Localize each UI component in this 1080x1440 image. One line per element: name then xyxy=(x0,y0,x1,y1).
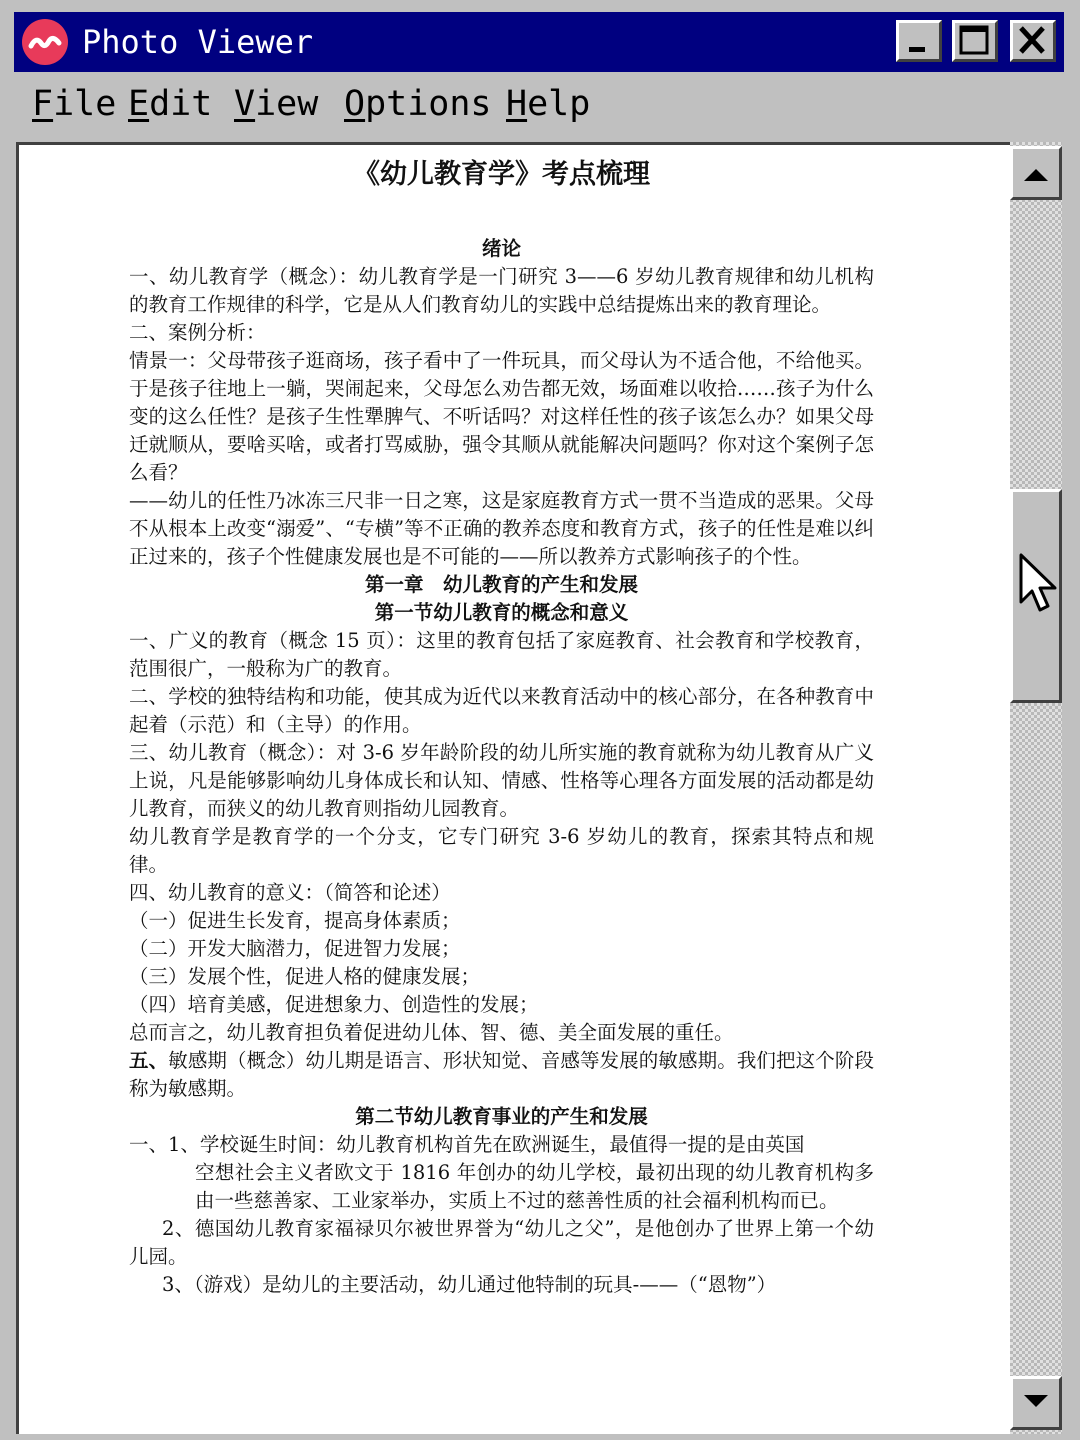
photo-viewer-app-icon xyxy=(22,19,68,65)
section-heading: 第一节幼儿教育的概念和意义 xyxy=(374,601,629,624)
menu-bar xyxy=(14,76,1064,134)
list-item: （三）发展个性，促进人格的健康发展； xyxy=(129,965,481,988)
maximize-icon xyxy=(955,23,995,59)
document-image xyxy=(129,155,874,1299)
paragraph: 二、学校的独特结构和功能，使其成为近代以来教育活动中的核心部分，在各种教育中起着（示范）和（主导）的作用。 xyxy=(129,685,874,736)
minimize-button[interactable] xyxy=(896,20,942,62)
menu-edit[interactable]: Edit xyxy=(128,84,213,124)
paragraph: 空想社会主义者欧文于 1816 年创办的幼儿学校，最初出现的幼儿教育机构多由一些慈善家、工业家举办，实质上不过的慈善性质的社会福利机构而已。 xyxy=(195,1161,874,1212)
chapter-heading: 第一章 幼儿教育的产生和发展 xyxy=(364,573,638,596)
paragraph: 3、（游戏）是幼儿的主要活动，幼儿通过他特制的玩具-——（“恩物”） xyxy=(162,1273,777,1296)
mouse-cursor-icon xyxy=(1018,552,1062,620)
menu-options[interactable]: Options xyxy=(344,84,492,124)
scroll-up-button[interactable] xyxy=(1010,146,1062,200)
vertical-scrollbar[interactable] xyxy=(1010,142,1062,1434)
menu-view[interactable]: View xyxy=(234,84,319,124)
paragraph: 四、幼儿教育的意义：（简答和论述） xyxy=(129,881,451,904)
close-button[interactable] xyxy=(1010,20,1056,62)
paragraph: 一、1、学校诞生时间：幼儿教育机构首先在欧洲诞生，最值得一提的是由英国 xyxy=(129,1133,805,1156)
menu-file[interactable]: File xyxy=(32,84,117,124)
paragraph: 总而言之，幼儿教育担负着促进幼儿体、智、德、美全面发展的重任。 xyxy=(129,1021,734,1044)
list-item: （一）促进生长发育，提高身体素质； xyxy=(129,909,461,932)
arrow-up-icon xyxy=(1013,149,1059,197)
menu-help[interactable]: Help xyxy=(506,84,591,124)
list-item: （二）开发大脑潜力，促进智力发展； xyxy=(129,937,461,960)
paragraph: 2、德国幼儿教育家福禄贝尔被世界誉为“幼儿之父”，是他创办了世界上第一个幼儿园。 xyxy=(129,1217,874,1268)
window-title: Photo Viewer xyxy=(82,23,314,61)
section-heading: 第二节幼儿教育事业的产生和发展 xyxy=(355,1105,648,1128)
paragraph: 二、案例分析： xyxy=(129,321,266,344)
title-bar[interactable] xyxy=(14,12,1064,72)
paragraph: 幼儿教育学是教育学的一个分支，它专门研究 3-6 岁幼儿的教育，探索其特点和规律。 xyxy=(129,825,874,876)
paragraph: 情景一：父母带孩子逛商场，孩子看中了一件玩具，而父母认为不适合他，不给他买。于是孩子往地上一躺，哭闹起来，父母怎么劝告都无效，场面难以收拾……孩子为什么变的这么任性？是孩子生性犟脾气、不听话吗？对这样任性的孩子该怎么办？如果父母迁就顺从，要啥买啥，或者打骂威胁，强令其顺从就能解决问题吗？你对这个案例子怎么看？ xyxy=(129,349,874,484)
document-title: 《幼儿教育学》考点梳理 xyxy=(353,159,650,190)
paragraph: 五、敏感期（概念）幼儿期是语言、形状知觉、音感等发展的敏感期。我们把这个阶段称为敏感期。 xyxy=(129,1049,874,1100)
minimize-icon xyxy=(899,23,939,59)
scroll-down-button[interactable] xyxy=(1010,1376,1062,1430)
close-icon xyxy=(1013,23,1053,59)
image-viewport[interactable] xyxy=(16,142,1010,1434)
paragraph: 一、广义的教育（概念 15 页）：这里的教育包括了家庭教育、社会教育和学校教育，范围很广，一般称为广的教育。 xyxy=(129,629,874,680)
paragraph: 一、幼儿教育学（概念）：幼儿教育学是一门研究 3——6 岁幼儿教育规律和幼儿机构的教育工作规律的科学，它是从人们教育幼儿的实践中总结提炼出来的教育理论。 xyxy=(129,265,874,316)
arrow-down-icon xyxy=(1013,1379,1059,1427)
maximize-button[interactable] xyxy=(952,20,998,62)
paragraph: ——幼儿的任性乃冰冻三尺非一日之寒，这是家庭教育方式一贯不当造成的恶果。父母不从根本上改变“溺爱”、“专横”等不正确的教养态度和教育方式，孩子的任性是难以纠正过来的，孩子个性健康发展也是不可能的——所以教养方式影响孩子的个性。 xyxy=(129,489,874,568)
list-item: （四）培育美感，促进想象力、创造性的发展； xyxy=(129,993,539,1016)
intro-heading: 绪论 xyxy=(481,237,521,260)
paragraph: 三、幼儿教育（概念）：对 3-6 岁年龄阶段的幼儿所实施的教育就称为幼儿教育从广义上说，凡是能够影响幼儿身体成长和认知、情感、性格等心理各方面发展的活动都是幼儿教育，而狭义的幼儿教育则指幼儿园教育。 xyxy=(129,741,874,820)
